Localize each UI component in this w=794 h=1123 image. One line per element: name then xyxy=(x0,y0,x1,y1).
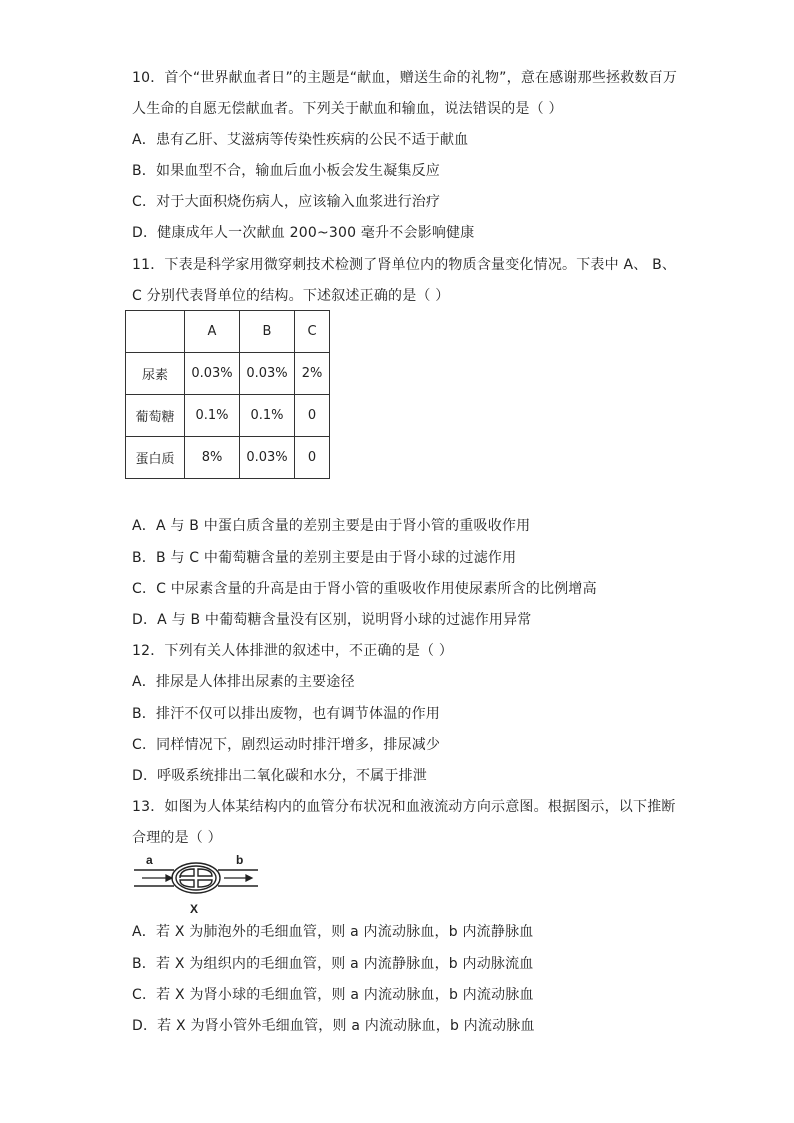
q12-option-b: B．排汗不仅可以排出废物，也有调节体温的作用 xyxy=(132,706,441,722)
table-row-label: 蛋白质 xyxy=(126,437,185,479)
table-cell: 0.1% xyxy=(240,395,295,437)
table-cell: 0.1% xyxy=(185,395,240,437)
table-header-cell: A xyxy=(185,311,240,353)
table-row xyxy=(126,437,330,479)
kidney-substance-table xyxy=(125,310,330,479)
table-cell: 0.03% xyxy=(240,437,295,479)
q10-option-d: D．健康成年人一次献血 200~300 毫升不会影响健康 xyxy=(132,225,475,241)
q11-option-a: A．A 与 B 中蛋白质含量的差别主要是由于肾小管的重吸收作用 xyxy=(132,518,531,534)
q11-option-d: D．A 与 B 中葡萄糖含量没有区别，说明肾小球的过滤作用异常 xyxy=(132,612,532,628)
blood-vessel-diagram xyxy=(132,852,262,916)
q13-option-c: C．若 X 为肾小球的毛细血管，则 a 内流动脉血，b 内流动脉血 xyxy=(132,987,534,1003)
table-cell: 0.03% xyxy=(240,353,295,395)
table-header-row xyxy=(126,311,330,353)
q12-stem-line1: 12．下列有关人体排泄的叙述中，不正确的是（ ） xyxy=(132,643,454,659)
table-header-cell: C xyxy=(295,311,330,353)
q13-stem-line1: 13．如图为人体某结构内的血管分布状况和血液流动方向示意图。根据图示，以下推断 xyxy=(132,799,676,815)
table-row xyxy=(126,395,330,437)
table-row xyxy=(126,353,330,395)
q13-option-a: A．若 X 为肺泡外的毛细血管，则 a 内流动脉血，b 内流静脉血 xyxy=(132,924,534,940)
q12-option-c: C．同样情况下，剧烈运动时排汗增多，排尿减少 xyxy=(132,737,441,753)
q10-option-a: A．患有乙肝、艾滋病等传染性疾病的公民不适于献血 xyxy=(132,132,469,148)
q10-stem-line1: 10．首个“世界献血者日”的主题是“献血，赠送生命的礼物”，意在感谢那些拯救数百万 xyxy=(132,70,678,86)
table-header-cell xyxy=(126,311,185,353)
table-cell: 8% xyxy=(185,437,240,479)
q10-stem-line2: 人生命的自愿无偿献血者。下列关于献血和输血，说法错误的是（ ） xyxy=(132,101,563,117)
q12-option-a: A．排尿是人体排出尿素的主要途径 xyxy=(132,674,355,690)
table-header-cell: B xyxy=(240,311,295,353)
q11-option-c: C．C 中尿素含量的升高是由于肾小管的重吸收作用使尿素所含的比例增高 xyxy=(132,581,597,597)
table-row-label: 尿素 xyxy=(126,353,185,395)
table-cell: 0 xyxy=(295,437,330,479)
q11-stem-line1: 11．下表是科学家用微穿刺技术检测了肾单位内的物质含量变化情况。下表中 A、 B、 xyxy=(132,257,677,273)
table-cell: 0 xyxy=(295,395,330,437)
label-b: b xyxy=(236,853,244,867)
q11-option-b: B．B 与 C 中葡萄糖含量的差别主要是由于肾小球的过滤作用 xyxy=(132,550,517,566)
structure-x-outline xyxy=(172,863,220,893)
q13-option-b: B．若 X 为组织内的毛细血管，则 a 内流静脉血，b 内动脉流血 xyxy=(132,956,534,972)
q13-option-d: D．若 X 为肾小管外毛细血管，则 a 内流动脉血，b 内流动脉血 xyxy=(132,1018,535,1034)
q10-option-b: B．如果血型不合，输血后血小板会发生凝集反应 xyxy=(132,163,441,179)
table-cell: 0.03% xyxy=(185,353,240,395)
label-x: X xyxy=(190,902,199,916)
q11-stem-line2: C 分别代表肾单位的结构。下述叙述正确的是（ ） xyxy=(132,288,450,304)
q12-option-d: D．呼吸系统排出二氧化碳和水分，不属于排泄 xyxy=(132,768,427,784)
label-a: a xyxy=(146,853,153,867)
table-cell: 2% xyxy=(295,353,330,395)
table-row-label: 葡萄糖 xyxy=(126,395,185,437)
q10-option-c: C．对于大面积烧伤病人，应该输入血浆进行治疗 xyxy=(132,194,441,210)
q13-stem-line2: 合理的是（ ） xyxy=(132,830,222,846)
